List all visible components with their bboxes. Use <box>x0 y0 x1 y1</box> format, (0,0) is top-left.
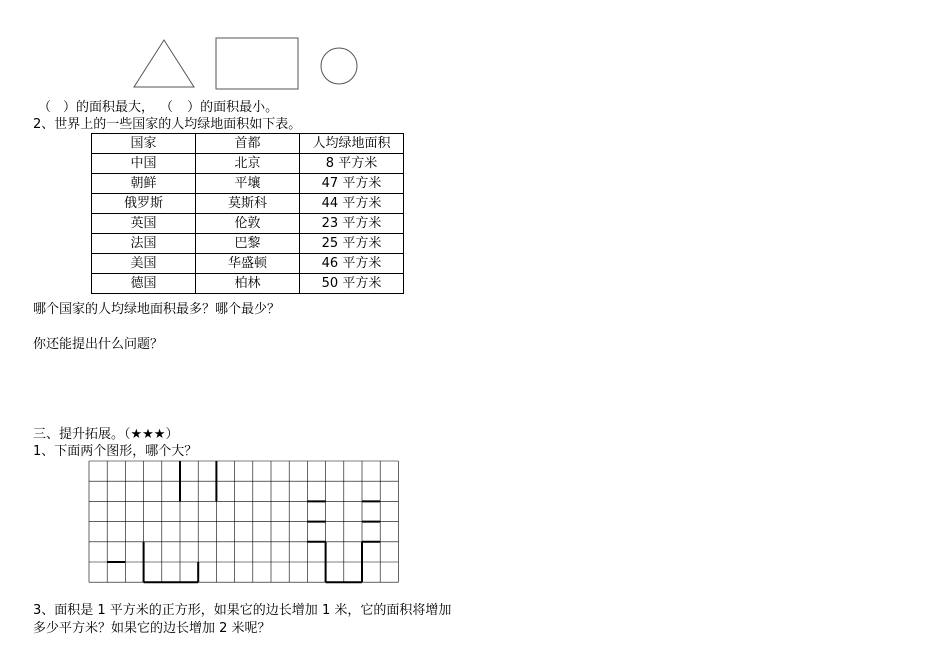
text-largest: 的面积最大， <box>76 100 155 115</box>
cell-capital: 柏林 <box>196 274 300 294</box>
grid-lines <box>89 461 398 582</box>
blank-close-2: ） <box>187 100 201 115</box>
cell-capital: 华盛顿 <box>196 254 300 274</box>
cell-area: 25 平方米 <box>300 234 404 254</box>
text-smallest: 的面积最小。 <box>200 100 279 115</box>
section3-q3-line2: 多少平方米？如果它的边长增加 2 米呢？ <box>33 621 271 636</box>
blank-open-2: （ <box>160 100 174 115</box>
header-capital: 首都 <box>196 134 300 154</box>
header-country: 国家 <box>92 134 196 154</box>
cell-country: 法国 <box>92 234 196 254</box>
blank-open: （ <box>38 100 52 115</box>
q2-question-b: 你还能提出什么问题？ <box>33 337 164 352</box>
q2-title: 2、世界上的一些国家的人均绿地面积如下表。 <box>33 117 302 132</box>
cell-area: 44 平方米 <box>300 194 404 214</box>
cell-area: 47 平方米 <box>300 174 404 194</box>
cell-country: 俄罗斯 <box>92 194 196 214</box>
cell-area: 23 平方米 <box>300 214 404 234</box>
cell-country: 美国 <box>92 254 196 274</box>
q2-question-a: 哪个国家的人均绿地面积最多？哪个最少？ <box>33 302 281 317</box>
cell-capital: 巴黎 <box>196 234 300 254</box>
cell-capital: 莫斯科 <box>196 194 300 214</box>
cell-area: 46 平方米 <box>300 254 404 274</box>
cell-capital: 北京 <box>196 154 300 174</box>
cell-capital: 平壤 <box>196 174 300 194</box>
cell-country: 德国 <box>92 274 196 294</box>
header-area: 人均绿地面积 <box>300 134 404 154</box>
cell-country: 中国 <box>92 154 196 174</box>
cell-area: 50 平方米 <box>300 274 404 294</box>
section3-q1: 1、下面两个图形，哪个大？ <box>33 444 198 459</box>
blank-close: ） <box>63 100 77 115</box>
cell-country: 朝鲜 <box>92 174 196 194</box>
cell-country: 英国 <box>92 214 196 234</box>
section3-q3-line1: 3、面积是 1 平方米的正方形，如果它的边长增加 1 米，它的面积将增加 <box>33 603 452 618</box>
cell-area: 8 平方米 <box>300 154 404 174</box>
cell-capital: 伦敦 <box>196 214 300 234</box>
section3-title: 三、提升拓展。（★★★） <box>33 427 179 442</box>
